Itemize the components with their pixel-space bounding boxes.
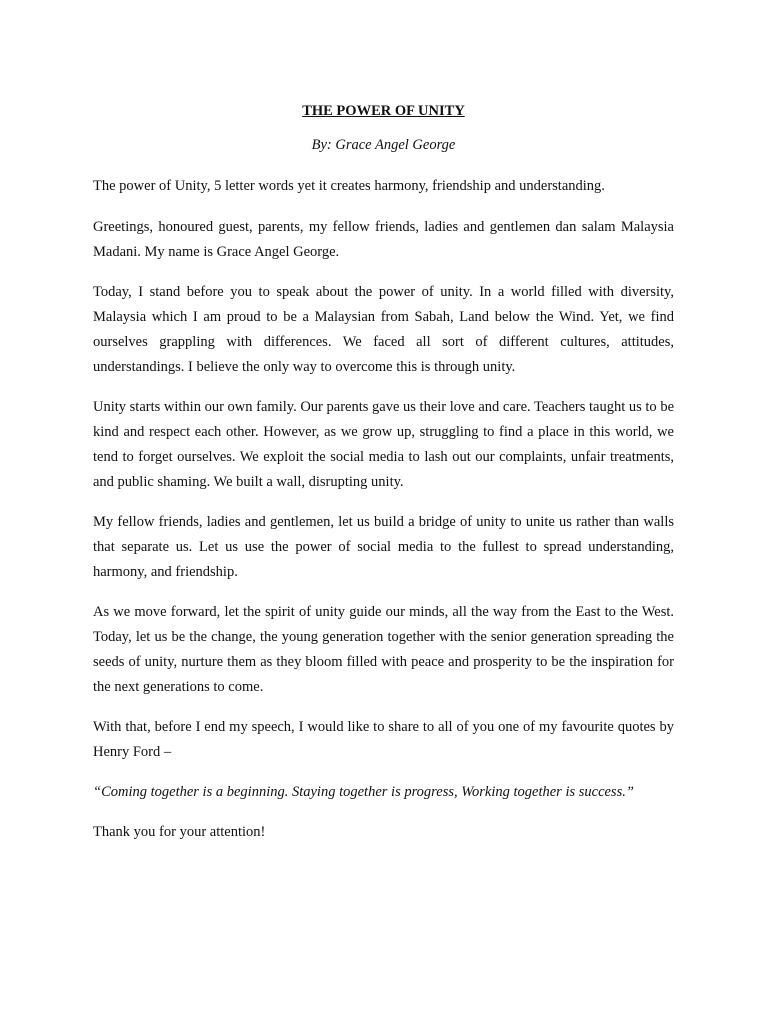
page-title: THE POWER OF UNITY bbox=[302, 103, 465, 119]
paragraph-bridge: My fellow friends, ladies and gentlemen, let us build a bridge of unity to unite us rather than walls that separate us. Let us use the power of social media to the fullest to spread understanding, harmony, and friendship. bbox=[93, 514, 674, 580]
paragraph-family: Unity starts within our own family. Our parents gave us their love and care. Teachers taught us to be kind and respect each other. However, as we grow up, struggling to find a place in this world, we tend to forget ourselves. We exploit the social media to lash out our complaints, unfair treatments, and public shaming. We built a wall, disrupting unity. bbox=[93, 399, 674, 490]
paragraph-quote-intro: With that, before I end my speech, I would like to share to all of you one of my favourite quotes by Henry Ford – bbox=[93, 719, 674, 760]
paragraph-diversity: Today, I stand before you to speak about the power of unity. In a world filled with diversity, Malaysia which I am proud to be a Malaysian from Sabah, Land below the Wind. Yet, we find ourselves grappling with differences. We faced all sort of different cultures, attitudes, understandings. I believe the only way to overcome this is through unity. bbox=[93, 284, 674, 375]
closing-line: Thank you for your attention! bbox=[93, 824, 266, 840]
document-body bbox=[93, 101, 674, 861]
henry-ford-quote: “Coming together is a beginning. Staying together is progress, Working together is success.” bbox=[93, 784, 634, 800]
paragraph-forward: As we move forward, let the spirit of unity guide our minds, all the way from the East to the West. Today, let us be the change, the young generation together with the senior generation spreading the seeds of unity, nurture them as they bloom filled with peace and prosperity to be the inspiration for the next generations to come. bbox=[93, 604, 674, 695]
paragraph-greetings: Greetings, honoured guest, parents, my fellow friends, ladies and gentlemen dan salam Malaysia Madani. My name is Grace Angel George. bbox=[93, 219, 674, 260]
paragraph-intro: The power of Unity, 5 letter words yet it creates harmony, friendship and understanding. bbox=[93, 178, 605, 194]
author-byline: By: Grace Angel George bbox=[311, 137, 456, 153]
